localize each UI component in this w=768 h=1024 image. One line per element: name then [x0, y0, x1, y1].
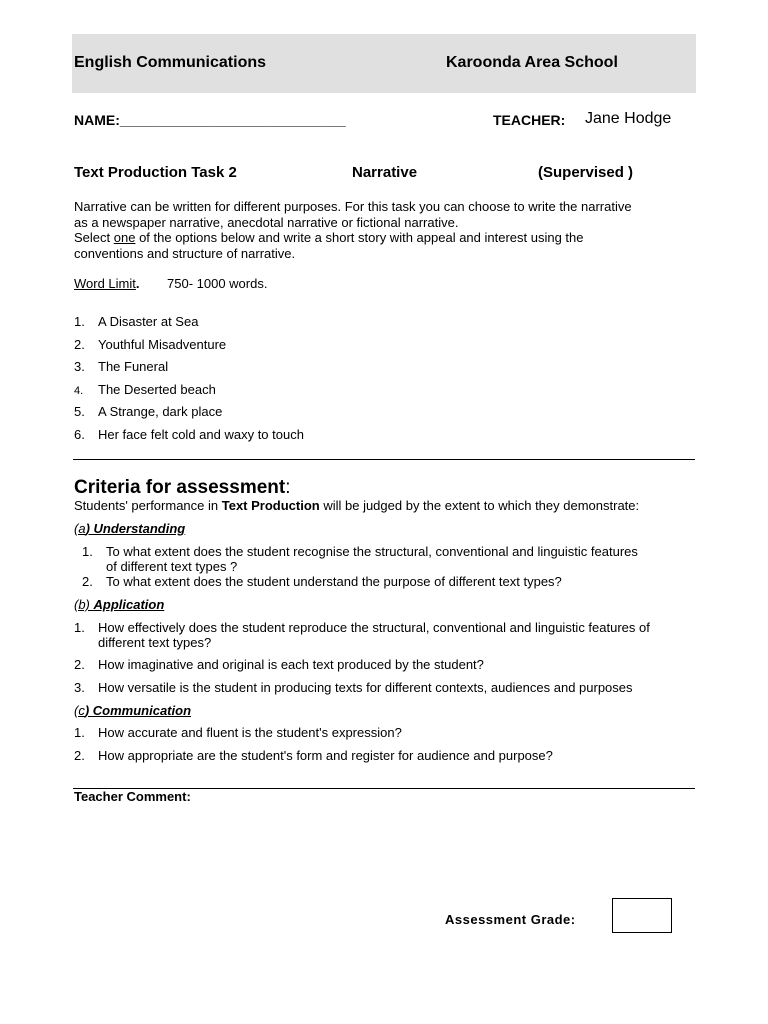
- list-item: [82, 544, 638, 560]
- intro-emphasis: one: [113, 230, 136, 245]
- section-prefix: (a: [74, 521, 86, 536]
- criterion-text: How accurate and fluent is the student's expression?: [98, 725, 402, 740]
- criterion-text: How versatile is the student in producing texts for different contexts, audiences and purposes: [98, 680, 633, 695]
- criterion-continuation: of different text types ?: [106, 559, 238, 574]
- task-mode: (Supervised ): [538, 164, 634, 181]
- criterion-text: To what extent does the student understand the purpose of different text types?: [106, 574, 562, 589]
- word-limit-value: 750- 1000 words.: [167, 276, 268, 291]
- intro-text: Select: [74, 230, 114, 245]
- criteria-heading: [74, 477, 291, 499]
- task-title: Text Production Task 2: [74, 164, 237, 181]
- list-item: [74, 337, 226, 352]
- option-text: The Funeral: [98, 359, 169, 374]
- criteria-intro-text: will be judged by the extent to which they demonstrate:: [319, 498, 640, 513]
- list-item: [74, 748, 553, 764]
- list-item: [74, 314, 198, 329]
- criterion-text: To what extent does the student recognise the structural, conventional and linguistic features: [106, 544, 638, 559]
- option-text: A Disaster at Sea: [98, 314, 199, 329]
- list-item: [74, 404, 222, 419]
- assessment-grade-label: Assessment Grade:: [445, 912, 576, 927]
- word-limit: [74, 276, 140, 291]
- list-number: 2.: [74, 748, 85, 763]
- option-text: Youthful Misadventure: [98, 337, 227, 352]
- list-item: [74, 427, 304, 442]
- intro-paragraph: [74, 199, 714, 261]
- intro-text: of the options below and write a short story with appeal and interest using the: [135, 230, 584, 245]
- section-title: ) Understanding: [85, 521, 186, 536]
- section-prefix: (b): [74, 597, 94, 612]
- teacher-label: TEACHER:: [493, 112, 566, 128]
- name-label: NAME:: [74, 112, 120, 128]
- teacher-name: Jane Hodge: [585, 110, 672, 127]
- option-text: The Deserted beach: [98, 382, 216, 397]
- intro-line: Narrative can be written for different purposes. For this task you can choose to write the narrative: [74, 199, 632, 214]
- criterion-text: How imaginative and original is each text produced by the student?: [98, 657, 484, 672]
- list-number: 1.: [74, 620, 85, 635]
- section-prefix: (c: [74, 703, 85, 718]
- section-title: ) Communication: [84, 703, 192, 718]
- criterion-text: How effectively does the student reproduce the structural, conventional and linguistic features of: [98, 620, 650, 635]
- list-item: [74, 382, 216, 397]
- criterion-continuation: different text types?: [98, 635, 212, 650]
- option-text: Her face felt cold and waxy to touch: [98, 427, 304, 442]
- list-number: 2.: [74, 337, 85, 352]
- list-item: [74, 359, 168, 374]
- list-item: [82, 574, 562, 590]
- intro-line: conventions and structure of narrative.: [74, 245, 296, 261]
- name-blank-line[interactable]: _____________________________: [119, 112, 346, 128]
- teacher-comment-area[interactable]: [74, 806, 694, 892]
- subject-title: English Communications: [74, 54, 267, 71]
- list-number: 2.: [74, 657, 85, 672]
- list-number: 5.: [74, 404, 85, 419]
- list-number: 6.: [74, 427, 85, 442]
- assessment-grade-box[interactable]: [612, 898, 672, 933]
- option-text: A Strange, dark place: [98, 404, 223, 419]
- list-item: [74, 657, 484, 673]
- criteria-intro-text: Students' performance in: [74, 498, 222, 513]
- list-number: 4.: [74, 385, 84, 397]
- criteria-title: Criteria for assessment: [74, 477, 286, 498]
- word-limit-label: Word Limit: [74, 276, 136, 291]
- word-limit-dot: .: [135, 276, 140, 291]
- intro-line: as a newspaper narrative, anecdotal narrative or fictional narrative.: [74, 214, 459, 230]
- teacher-comment-label: Teacher Comment:: [74, 789, 191, 804]
- list-number: 1.: [74, 314, 85, 329]
- school-name: Karoonda Area School: [446, 54, 618, 71]
- list-item: [74, 680, 633, 696]
- section-title: Application: [93, 597, 165, 612]
- criterion-text: How appropriate are the student's form and register for audience and purpose?: [98, 748, 553, 763]
- task-genre: Narrative: [352, 164, 418, 181]
- communication-heading: [74, 703, 191, 718]
- list-number: 3.: [74, 359, 85, 374]
- list-number: 3.: [74, 680, 85, 695]
- divider: [73, 459, 695, 460]
- list-item: [74, 620, 650, 636]
- list-item: [74, 725, 402, 741]
- list-number: 2.: [82, 574, 93, 589]
- criteria-intro: [74, 498, 639, 513]
- list-number: 1.: [74, 725, 85, 740]
- understanding-heading: [74, 521, 185, 536]
- list-number: 1.: [82, 544, 93, 559]
- criteria-intro-bold: Text Production: [221, 498, 320, 513]
- application-heading: [74, 597, 164, 612]
- criteria-colon: :: [285, 477, 291, 498]
- name-field[interactable]: [74, 112, 346, 128]
- intro-line: [74, 230, 714, 246]
